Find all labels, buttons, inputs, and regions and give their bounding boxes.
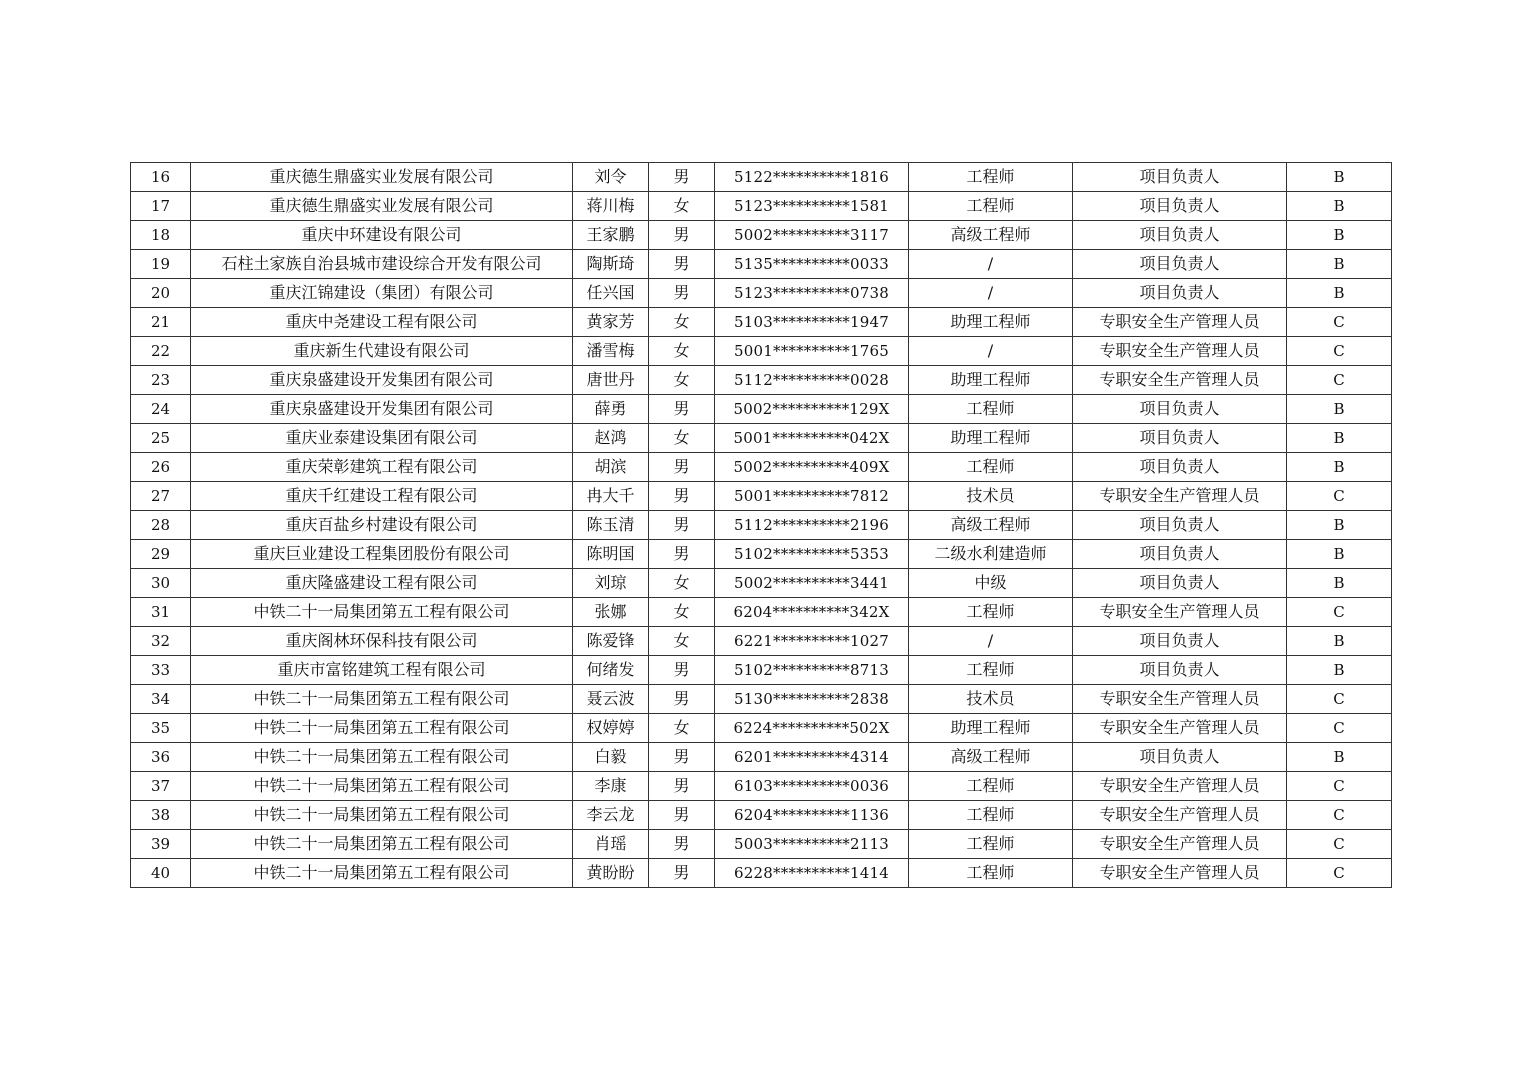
company-cell: 重庆江锦建设（集团）有限公司 (191, 279, 573, 308)
gender-cell: 女 (649, 627, 715, 656)
position-cell: 项目负责人 (1073, 424, 1287, 453)
table-row (131, 685, 1392, 714)
company-cell: 重庆中环建设有限公司 (191, 221, 573, 250)
table-row (131, 801, 1392, 830)
grade-cell: B (1287, 250, 1392, 279)
gender-cell: 男 (649, 395, 715, 424)
table-row (131, 482, 1392, 511)
gender-cell: 男 (649, 656, 715, 685)
gender-cell: 男 (649, 540, 715, 569)
table-body (131, 163, 1392, 888)
row-number-cell: 26 (131, 453, 191, 482)
row-number-cell: 30 (131, 569, 191, 598)
company-cell: 中铁二十一局集团第五工程有限公司 (191, 859, 573, 888)
row-number-cell: 31 (131, 598, 191, 627)
row-number-cell: 32 (131, 627, 191, 656)
person-name-cell: 陶斯琦 (573, 250, 649, 279)
person-name-cell: 张娜 (573, 598, 649, 627)
person-name-cell: 蒋川梅 (573, 192, 649, 221)
id-number-cell: 6204**********342X (715, 598, 909, 627)
table-row (131, 395, 1392, 424)
grade-cell: B (1287, 743, 1392, 772)
position-cell: 专职安全生产管理人员 (1073, 598, 1287, 627)
row-number-cell: 25 (131, 424, 191, 453)
position-cell: 项目负责人 (1073, 192, 1287, 221)
row-number-cell: 20 (131, 279, 191, 308)
company-cell: 重庆业泰建设集团有限公司 (191, 424, 573, 453)
person-name-cell: 赵鸿 (573, 424, 649, 453)
person-name-cell: 李康 (573, 772, 649, 801)
grade-cell: B (1287, 221, 1392, 250)
table-row (131, 308, 1392, 337)
position-cell: 项目负责人 (1073, 279, 1287, 308)
position-cell: 专职安全生产管理人员 (1073, 859, 1287, 888)
table-row (131, 540, 1392, 569)
gender-cell: 女 (649, 308, 715, 337)
person-name-cell: 李云龙 (573, 801, 649, 830)
table-row (131, 163, 1392, 192)
table-row (131, 424, 1392, 453)
person-name-cell: 黄家芳 (573, 308, 649, 337)
grade-cell: B (1287, 627, 1392, 656)
table-row (131, 627, 1392, 656)
professional-title-cell: / (909, 337, 1073, 366)
row-number-cell: 24 (131, 395, 191, 424)
table-row (131, 859, 1392, 888)
id-number-cell: 5112**********0028 (715, 366, 909, 395)
id-number-cell: 5002**********3441 (715, 569, 909, 598)
row-number-cell: 36 (131, 743, 191, 772)
grade-cell: C (1287, 308, 1392, 337)
company-cell: 重庆百盐乡村建设有限公司 (191, 511, 573, 540)
position-cell: 项目负责人 (1073, 221, 1287, 250)
table-row (131, 250, 1392, 279)
row-number-cell: 33 (131, 656, 191, 685)
row-number-cell: 27 (131, 482, 191, 511)
person-name-cell: 唐世丹 (573, 366, 649, 395)
table-row (131, 743, 1392, 772)
row-number-cell: 23 (131, 366, 191, 395)
gender-cell: 男 (649, 482, 715, 511)
row-number-cell: 34 (131, 685, 191, 714)
professional-title-cell: / (909, 279, 1073, 308)
professional-title-cell: 工程师 (909, 163, 1073, 192)
person-name-cell: 何绪发 (573, 656, 649, 685)
id-number-cell: 5001**********1765 (715, 337, 909, 366)
id-number-cell: 6204**********1136 (715, 801, 909, 830)
company-cell: 重庆隆盛建设工程有限公司 (191, 569, 573, 598)
row-number-cell: 37 (131, 772, 191, 801)
professional-title-cell: 工程师 (909, 453, 1073, 482)
id-number-cell: 6224**********502X (715, 714, 909, 743)
row-number-cell: 28 (131, 511, 191, 540)
gender-cell: 男 (649, 511, 715, 540)
id-number-cell: 6201**********4314 (715, 743, 909, 772)
person-name-cell: 刘琼 (573, 569, 649, 598)
professional-title-cell: 工程师 (909, 395, 1073, 424)
id-number-cell: 5135**********0033 (715, 250, 909, 279)
row-number-cell: 29 (131, 540, 191, 569)
id-number-cell: 5130**********2838 (715, 685, 909, 714)
gender-cell: 男 (649, 279, 715, 308)
grade-cell: C (1287, 685, 1392, 714)
row-number-cell: 21 (131, 308, 191, 337)
gender-cell: 男 (649, 859, 715, 888)
company-cell: 中铁二十一局集团第五工程有限公司 (191, 743, 573, 772)
professional-title-cell: 高级工程师 (909, 221, 1073, 250)
row-number-cell: 19 (131, 250, 191, 279)
gender-cell: 男 (649, 163, 715, 192)
company-cell: 重庆中尧建设工程有限公司 (191, 308, 573, 337)
table-row (131, 279, 1392, 308)
position-cell: 项目负责人 (1073, 743, 1287, 772)
position-cell: 项目负责人 (1073, 250, 1287, 279)
company-cell: 中铁二十一局集团第五工程有限公司 (191, 830, 573, 859)
grade-cell: C (1287, 801, 1392, 830)
grade-cell: C (1287, 366, 1392, 395)
position-cell: 专职安全生产管理人员 (1073, 772, 1287, 801)
company-cell: 重庆荣彰建筑工程有限公司 (191, 453, 573, 482)
position-cell: 专职安全生产管理人员 (1073, 308, 1287, 337)
table-row (131, 772, 1392, 801)
id-number-cell: 5001**********042X (715, 424, 909, 453)
id-number-cell: 5123**********0738 (715, 279, 909, 308)
id-number-cell: 5001**********7812 (715, 482, 909, 511)
gender-cell: 女 (649, 192, 715, 221)
grade-cell: C (1287, 772, 1392, 801)
table-row (131, 192, 1392, 221)
id-number-cell: 5122**********1816 (715, 163, 909, 192)
professional-title-cell: 中级 (909, 569, 1073, 598)
position-cell: 项目负责人 (1073, 540, 1287, 569)
company-cell: 中铁二十一局集团第五工程有限公司 (191, 685, 573, 714)
position-cell: 项目负责人 (1073, 656, 1287, 685)
row-number-cell: 40 (131, 859, 191, 888)
person-name-cell: 刘令 (573, 163, 649, 192)
gender-cell: 女 (649, 337, 715, 366)
person-name-cell: 肖瑶 (573, 830, 649, 859)
person-name-cell: 任兴国 (573, 279, 649, 308)
professional-title-cell: 技术员 (909, 482, 1073, 511)
personnel-table (130, 162, 1392, 888)
row-number-cell: 17 (131, 192, 191, 221)
position-cell: 项目负责人 (1073, 569, 1287, 598)
grade-cell: C (1287, 830, 1392, 859)
company-cell: 重庆巨业建设工程集团股份有限公司 (191, 540, 573, 569)
table-row (131, 598, 1392, 627)
id-number-cell: 5112**********2196 (715, 511, 909, 540)
grade-cell: B (1287, 511, 1392, 540)
person-name-cell: 胡滨 (573, 453, 649, 482)
professional-title-cell: 工程师 (909, 859, 1073, 888)
grade-cell: B (1287, 424, 1392, 453)
gender-cell: 男 (649, 685, 715, 714)
professional-title-cell: 高级工程师 (909, 511, 1073, 540)
table-row (131, 714, 1392, 743)
professional-title-cell: 二级水利建造师 (909, 540, 1073, 569)
company-cell: 重庆阁林环保科技有限公司 (191, 627, 573, 656)
grade-cell: B (1287, 395, 1392, 424)
person-name-cell: 陈爱锋 (573, 627, 649, 656)
person-name-cell: 陈玉清 (573, 511, 649, 540)
id-number-cell: 5002**********3117 (715, 221, 909, 250)
id-number-cell: 6221**********1027 (715, 627, 909, 656)
gender-cell: 女 (649, 714, 715, 743)
company-cell: 中铁二十一局集团第五工程有限公司 (191, 714, 573, 743)
id-number-cell: 5002**********129X (715, 395, 909, 424)
grade-cell: B (1287, 569, 1392, 598)
professional-title-cell: 工程师 (909, 772, 1073, 801)
company-cell: 重庆新生代建设有限公司 (191, 337, 573, 366)
position-cell: 项目负责人 (1073, 453, 1287, 482)
person-name-cell: 白毅 (573, 743, 649, 772)
gender-cell: 女 (649, 569, 715, 598)
gender-cell: 男 (649, 743, 715, 772)
grade-cell: B (1287, 163, 1392, 192)
position-cell: 专职安全生产管理人员 (1073, 685, 1287, 714)
gender-cell: 男 (649, 801, 715, 830)
gender-cell: 女 (649, 424, 715, 453)
person-name-cell: 冉大千 (573, 482, 649, 511)
professional-title-cell: / (909, 250, 1073, 279)
table-row (131, 221, 1392, 250)
company-cell: 中铁二十一局集团第五工程有限公司 (191, 772, 573, 801)
id-number-cell: 6103**********0036 (715, 772, 909, 801)
id-number-cell: 5123**********1581 (715, 192, 909, 221)
row-number-cell: 39 (131, 830, 191, 859)
table-row (131, 511, 1392, 540)
professional-title-cell: / (909, 627, 1073, 656)
table-row (131, 569, 1392, 598)
grade-cell: C (1287, 598, 1392, 627)
row-number-cell: 38 (131, 801, 191, 830)
id-number-cell: 5003**********2113 (715, 830, 909, 859)
grade-cell: C (1287, 337, 1392, 366)
gender-cell: 女 (649, 598, 715, 627)
professional-title-cell: 助理工程师 (909, 366, 1073, 395)
gender-cell: 男 (649, 453, 715, 482)
person-name-cell: 聂云波 (573, 685, 649, 714)
company-cell: 重庆德生鼎盛实业发展有限公司 (191, 163, 573, 192)
company-cell: 重庆德生鼎盛实业发展有限公司 (191, 192, 573, 221)
person-name-cell: 薛勇 (573, 395, 649, 424)
grade-cell: B (1287, 540, 1392, 569)
table-row (131, 453, 1392, 482)
position-cell: 专职安全生产管理人员 (1073, 801, 1287, 830)
row-number-cell: 22 (131, 337, 191, 366)
position-cell: 专职安全生产管理人员 (1073, 482, 1287, 511)
company-cell: 重庆市富铭建筑工程有限公司 (191, 656, 573, 685)
grade-cell: C (1287, 859, 1392, 888)
table-row (131, 830, 1392, 859)
id-number-cell: 5002**********409X (715, 453, 909, 482)
row-number-cell: 35 (131, 714, 191, 743)
grade-cell: B (1287, 453, 1392, 482)
gender-cell: 男 (649, 221, 715, 250)
grade-cell: C (1287, 714, 1392, 743)
gender-cell: 女 (649, 366, 715, 395)
position-cell: 专职安全生产管理人员 (1073, 366, 1287, 395)
table-row (131, 366, 1392, 395)
professional-title-cell: 工程师 (909, 192, 1073, 221)
id-number-cell: 6228**********1414 (715, 859, 909, 888)
company-cell: 重庆泉盛建设开发集团有限公司 (191, 395, 573, 424)
professional-title-cell: 工程师 (909, 801, 1073, 830)
person-name-cell: 权婷婷 (573, 714, 649, 743)
company-cell: 重庆泉盛建设开发集团有限公司 (191, 366, 573, 395)
professional-title-cell: 技术员 (909, 685, 1073, 714)
position-cell: 专职安全生产管理人员 (1073, 337, 1287, 366)
person-name-cell: 潘雪梅 (573, 337, 649, 366)
professional-title-cell: 工程师 (909, 830, 1073, 859)
table-row (131, 337, 1392, 366)
position-cell: 专职安全生产管理人员 (1073, 714, 1287, 743)
grade-cell: C (1287, 482, 1392, 511)
id-number-cell: 5103**********1947 (715, 308, 909, 337)
company-cell: 中铁二十一局集团第五工程有限公司 (191, 598, 573, 627)
professional-title-cell: 高级工程师 (909, 743, 1073, 772)
grade-cell: B (1287, 656, 1392, 685)
company-cell: 重庆千红建设工程有限公司 (191, 482, 573, 511)
id-number-cell: 5102**********8713 (715, 656, 909, 685)
professional-title-cell: 助理工程师 (909, 714, 1073, 743)
person-name-cell: 陈明国 (573, 540, 649, 569)
grade-cell: B (1287, 192, 1392, 221)
position-cell: 项目负责人 (1073, 627, 1287, 656)
position-cell: 专职安全生产管理人员 (1073, 830, 1287, 859)
row-number-cell: 18 (131, 221, 191, 250)
person-name-cell: 王家鹏 (573, 221, 649, 250)
position-cell: 项目负责人 (1073, 395, 1287, 424)
company-cell: 中铁二十一局集团第五工程有限公司 (191, 801, 573, 830)
id-number-cell: 5102**********5353 (715, 540, 909, 569)
company-cell: 石柱土家族自治县城市建设综合开发有限公司 (191, 250, 573, 279)
grade-cell: B (1287, 279, 1392, 308)
professional-title-cell: 助理工程师 (909, 308, 1073, 337)
position-cell: 项目负责人 (1073, 163, 1287, 192)
gender-cell: 男 (649, 830, 715, 859)
gender-cell: 男 (649, 772, 715, 801)
professional-title-cell: 工程师 (909, 656, 1073, 685)
position-cell: 项目负责人 (1073, 511, 1287, 540)
row-number-cell: 16 (131, 163, 191, 192)
professional-title-cell: 工程师 (909, 598, 1073, 627)
gender-cell: 男 (649, 250, 715, 279)
table-row (131, 656, 1392, 685)
professional-title-cell: 助理工程师 (909, 424, 1073, 453)
person-name-cell: 黄盼盼 (573, 859, 649, 888)
